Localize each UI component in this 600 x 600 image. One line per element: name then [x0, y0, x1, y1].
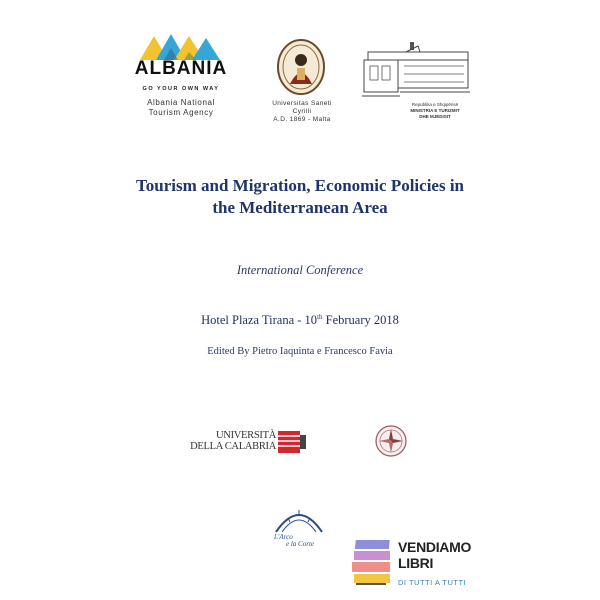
venue-text: Hotel Plaza Tirana - 10 — [201, 313, 318, 328]
seal-line3: A.D. 1869 - Malta — [273, 116, 331, 123]
unical-emblem-icon — [278, 431, 308, 453]
badge-line1: VENDIAMO — [398, 539, 472, 555]
ministry-line2: MINISTRIA E TURIZMIT — [410, 108, 460, 113]
unical-logo — [186, 428, 312, 456]
seal-line1: Universitas Saneti — [272, 100, 332, 107]
unical-line1: UNIVERSITÀ — [216, 430, 276, 441]
document-title-line1: Tourism and Migration, Economic Policies in — [135, 176, 465, 195]
compass-emblem-logo — [374, 424, 408, 458]
badge-line2: LIBRI — [398, 555, 434, 571]
ministry-line3: DHE MJEDISIT — [419, 114, 451, 119]
building-icon — [360, 38, 472, 104]
badge-line3: DI TUTTI A TUTTI — [398, 578, 467, 587]
seal-emblem-icon — [276, 38, 326, 96]
vendiamo-libri-badge — [352, 536, 472, 588]
document-subtitle: International Conference — [236, 263, 364, 277]
publisher-line2: e la Corte — [286, 540, 314, 548]
compass-icon — [374, 424, 408, 458]
albania-agency-line2: Tourism Agency — [148, 108, 214, 117]
venue-superscript: th — [317, 313, 323, 321]
albania-wordmark: ALBANIA — [134, 58, 228, 79]
albania-agency-line1: Albania National — [147, 98, 215, 107]
unical-text — [188, 430, 276, 452]
venue-date: February 2018 — [322, 313, 399, 328]
albania-tagline: GO YOUR OWN WAY — [142, 86, 220, 92]
books-stack-icon — [352, 538, 394, 586]
venue-line — [100, 313, 500, 328]
albania-tourism-logo — [118, 30, 244, 126]
publisher-line1: L'Arco — [274, 533, 293, 541]
arch-icon — [272, 504, 326, 534]
seal-line2: Cyrilli — [292, 108, 312, 115]
document-title-line2: the Mediterranean Area — [212, 198, 388, 217]
university-seal-logo — [266, 38, 338, 124]
ministry-logo — [360, 38, 472, 126]
publisher-logo — [268, 504, 330, 560]
publisher-text — [274, 534, 314, 548]
editors-line: Edited By Pietro Iaquinta e Francesco Favia — [207, 346, 393, 357]
ministry-line1: Republika e Shqipërisë — [411, 102, 459, 107]
unical-line2: DELLA CALABRIA — [190, 441, 276, 452]
